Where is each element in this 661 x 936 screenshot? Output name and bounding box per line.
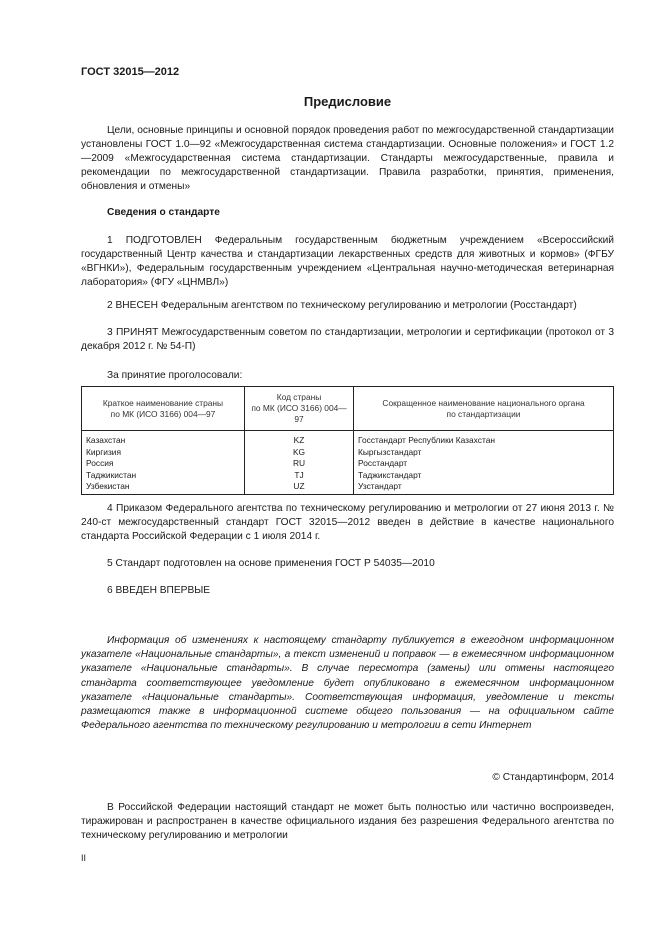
body-cell: Росстандарт (354, 458, 614, 470)
code-cell: KG (245, 447, 354, 459)
item-6-paragraph: 6 ВВЕДЕН ВПЕРВЫЕ (107, 585, 211, 596)
country-cell: Узбекистан (82, 481, 245, 494)
code-cell: TJ (245, 470, 354, 482)
info-heading: Сведения о стандарте (107, 207, 220, 218)
header-body (354, 387, 614, 431)
item-3-paragraph: 3 ПРИНЯТ Межгосударственным советом по стандартизации, метрологии и сертификации (протокол от 3 декабря 2012 г. № 54-П) (81, 327, 614, 352)
item-2-paragraph: 2 ВНЕСЕН Федеральным агентством по техническому регулированию и метрологии (Росстандарт) (107, 300, 577, 311)
header-body-line1: Сокращенное наименование национального органа (382, 397, 585, 408)
header-code-line1: Код страны (276, 392, 322, 402)
intro-paragraph: Цели, основные принципы и основной порядок проведения работ по межгосударственной стандартизации установлены ГОСТ 1.0—92 «Межгосударственная система стандартизации. Основные положения» и ГОСТ 1.2—2009 «Межгосударственная система стандартизации. Стандарты межгосударственные, правила и рекомендации по межгосударственной стандартизации. Правила разработки, принятия, применения, обновления и отмены» (81, 125, 614, 192)
header-country (82, 387, 245, 431)
country-cell: Россия (82, 458, 245, 470)
body-cell: Кыргызстандарт (354, 447, 614, 459)
code-cell: UZ (245, 481, 354, 494)
legal-paragraph: В Российской Федерации настоящий стандарт не может быть полностью или частично воспроизведен, тиражирован и распространен в качестве официального издания без разрешения Федерального агентства по техническому регулированию и метрологии (81, 802, 614, 841)
table-row (82, 458, 614, 470)
table-row (82, 481, 614, 494)
item-4-paragraph: 4 Приказом Федерального агентства по техническому регулированию и метрологии от 27 июня 2013 г. № 240-ст межгосударственный стандарт ГОСТ 32015—2012 введен в действие в качестве национального стандарта Российской Федерации с 1 июля 2014 г. (81, 503, 614, 542)
body-cell: Узстандарт (354, 481, 614, 494)
body-cell: Таджикстандарт (354, 470, 614, 482)
item-5-paragraph: 5 Стандарт подготовлен на основе применения ГОСТ Р 54035—2010 (107, 558, 435, 569)
table-row (82, 431, 614, 447)
country-cell: Таджикистан (82, 470, 245, 482)
table-row (82, 447, 614, 459)
header-country-line2: по МК (ИСО 3166) 004—97 (110, 408, 216, 419)
item-1-paragraph: 1 ПОДГОТОВЛЕН Федеральным государственным бюджетным учреждением «Всероссийский государственный Центр качества и стандартизации лекарственных средств для животных и кормов» (ФГБУ «ВГНКИ»), Федеральным государственным учреждением «Центральная научно-методическая ветеринарная лаборатория» (ФГУ «ЦНМВЛ») (81, 235, 614, 288)
header-body-line2: по стандартизации (446, 408, 521, 419)
vote-label: За принятие проголосовали: (107, 370, 243, 381)
standard-code-header: ГОСТ 32015—2012 (81, 66, 180, 78)
header-country-line1: Краткое наименование страны (102, 397, 224, 408)
header-code-line2: по МК (ИСО 3166) 004—97 (251, 403, 347, 424)
code-cell: RU (245, 458, 354, 470)
table-header-row (82, 387, 614, 431)
copyright-line: © Стандартинформ, 2014 (492, 772, 614, 783)
body-cell: Госстандарт Республики Казахстан (354, 431, 614, 447)
change-notice-paragraph: Информация об изменениях к настоящему стандарту публикуется в ежегодном информационном указателе «Национальные стандарты», а текст изменений и поправок — в ежемесячном информационном указателе «Национальные стандарты». В случае пересмотра (замены) или отмены настоящего стандарта соответствующее уведомление будет опубликовано в ежемесячном информационном указателе «Национальные стандарты». Соответствующая информация, уведомление и тексты размещаются также в информационной системе общего пользования — на официальном сайте Федерального агентства по техническому регулированию и метрологии в сети Интернет (81, 635, 614, 732)
code-cell: KZ (245, 431, 354, 447)
page-title: Предисловие (303, 94, 392, 109)
voting-table (81, 386, 614, 495)
page-number: II (81, 853, 87, 863)
country-cell: Киргизия (82, 447, 245, 459)
header-code (245, 387, 354, 431)
table-row (82, 470, 614, 482)
country-cell: Казахстан (82, 431, 245, 447)
